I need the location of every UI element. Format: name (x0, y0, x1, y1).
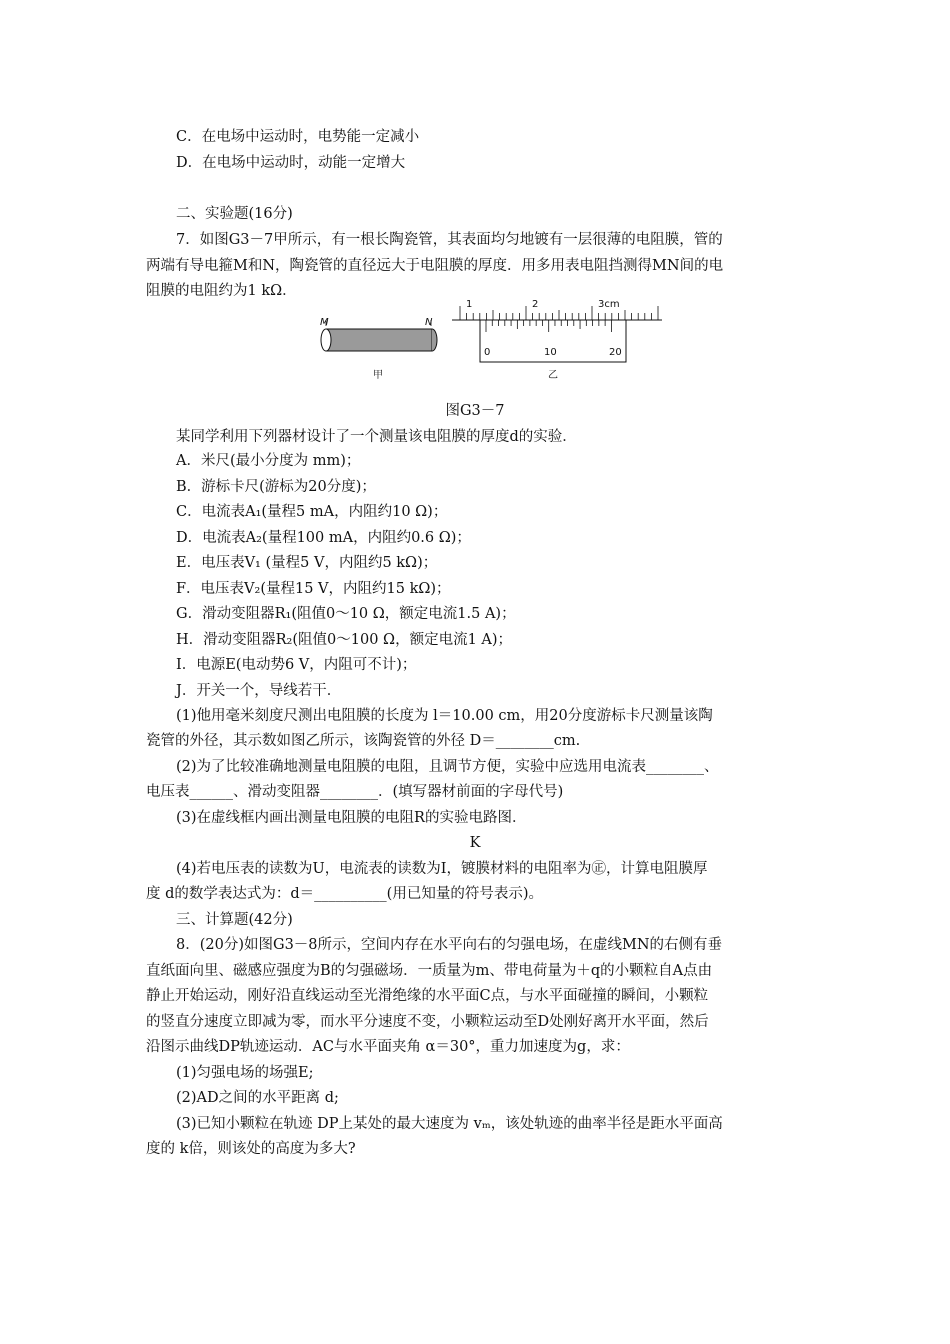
question-8-line: 8．(20分)如图G3－8所示，空间内存在水平向右的匀强电场，在虚线MN的右侧有垂 (176, 937, 723, 953)
equipment-item: A．米尺(最小分度为 mm)； (176, 453, 361, 469)
equipment-item: D．电流表A₂(量程100 mA，内阻约0.6 Ω)； (176, 530, 471, 546)
figure-g3-7 (300, 300, 680, 386)
sub-question-4: 度 d的数学表达式为：d＝__________(用已知量的符号表示)。 (146, 886, 543, 902)
sub-question-2: (2)为了比较准确地测量电阻膜的电阻，且调节方便，实验中应选用电流表________、 (176, 759, 719, 775)
label-jia: 甲 (373, 370, 383, 381)
label-m: M (320, 317, 329, 328)
equipment-item: I．电源E(电动势6 V，内阻可不计)； (176, 657, 417, 673)
equipment-item: E．电压表V₁ (量程5 V，内阻约5 kΩ)； (176, 555, 438, 571)
equipment-item: G．滑动变阻器R₁(阻值0～10 Ω，额定电流1.5 A)； (176, 606, 516, 622)
question-8-line: 静止开始运动，刚好沿直线运动至光滑绝缘的水平面C点，与水平面碰撞的瞬间，小颗粒 (146, 988, 709, 1004)
sub-question-3: (3)在虚线框内画出测量电阻膜的电阻R的实验电路图． (176, 810, 527, 826)
question-7-line: 阻膜的电阻约为1 kΩ． (146, 283, 297, 299)
main-scale-label: 3cm (598, 300, 620, 310)
sub-question-4: (4)若电压表的读数为U，电流表的读数为I，镀膜材料的电阻率为㊣，计算电阻膜厚 (176, 861, 708, 877)
question-7-line: 两端有导电箍M和N，陶瓷管的直径远大于电阻膜的厚度．用多用表电阻挡测得MN间的电 (146, 258, 724, 274)
k-mark: K (469, 835, 481, 851)
section-heading-calculation: 三、计算题(42分) (176, 912, 293, 928)
question-8-line: 沿图示曲线DP轨迹运动．AC与水平面夹角 α＝30°，重力加速度为g，求： (146, 1039, 630, 1055)
figure-caption: 图G3－7 (445, 403, 505, 419)
option-c: C．在电场中运动时，电势能一定减小 (176, 129, 420, 145)
option-d: D．在电场中运动时，动能一定增大 (176, 155, 406, 171)
vernier-scale-label: 0 (484, 347, 491, 358)
question-8-line: 直纸面向里、磁感应强度为B的匀强磁场．一质量为m、带电荷量为＋q的小颗粒自A点由 (146, 963, 713, 979)
main-scale-label: 1 (466, 300, 473, 310)
equipment-item: C．电流表A₁(量程5 mA，内阻约10 Ω)； (176, 504, 448, 520)
vernier-scale-label: 20 (609, 347, 622, 358)
question-8-sub: (3)已知小颗粒在轨迹 DP上某处的最大速度为 vₘ，该处轨迹的曲率半径是距水平面高 (176, 1116, 723, 1132)
question-8-sub: 度的 k倍，则该处的高度为多大? (146, 1141, 356, 1157)
sub-question-1: (1)他用毫米刻度尺测出电阻膜的长度为 l＝10.00 cm，用20分度游标卡尺测量该陶 (176, 708, 713, 724)
experiment-intro: 某同学利用下列器材设计了一个测量该电阻膜的厚度d的实验． (176, 429, 577, 445)
question-7-line: 7．如图G3－7甲所示，有一根长陶瓷管，其表面均匀地镀有一层很薄的电阻膜，管的 (176, 232, 723, 248)
equipment-item: B．游标卡尺(游标为20分度)； (176, 479, 376, 495)
vernier-scale-label: 10 (544, 347, 557, 358)
sub-question-2: 电压表______、滑动变阻器________．(填写器材前面的字母代号) (146, 784, 564, 800)
question-8-sub: (1)匀强电场的场强E; (176, 1065, 314, 1081)
label-n: N (425, 317, 433, 328)
equipment-item: F．电压表V₂(量程15 V，内阻约15 kΩ)； (176, 581, 451, 597)
sub-question-1: 瓷管的外径，其示数如图乙所示，该陶瓷管的外径 D＝________cm. (146, 733, 581, 749)
main-scale-label: 2 (532, 300, 539, 310)
figure-g3-7-drawing (300, 300, 680, 386)
label-yi: 乙 (548, 370, 558, 381)
equipment-item: J．开关一个，导线若干． (176, 683, 342, 699)
question-8-sub: (2)AD之间的水平距离 d; (176, 1090, 339, 1106)
section-heading-experiment: 二、实验题(16分) (176, 206, 293, 222)
question-8-line: 的竖直分速度立即减为零，而水平分速度不变，小颗粒运动至D处刚好离开水平面，然后 (146, 1014, 709, 1030)
ceramic-tube-drawing (321, 320, 437, 351)
equipment-item: H．滑动变阻器R₂(阻值0～100 Ω，额定电流1 A)； (176, 632, 513, 648)
